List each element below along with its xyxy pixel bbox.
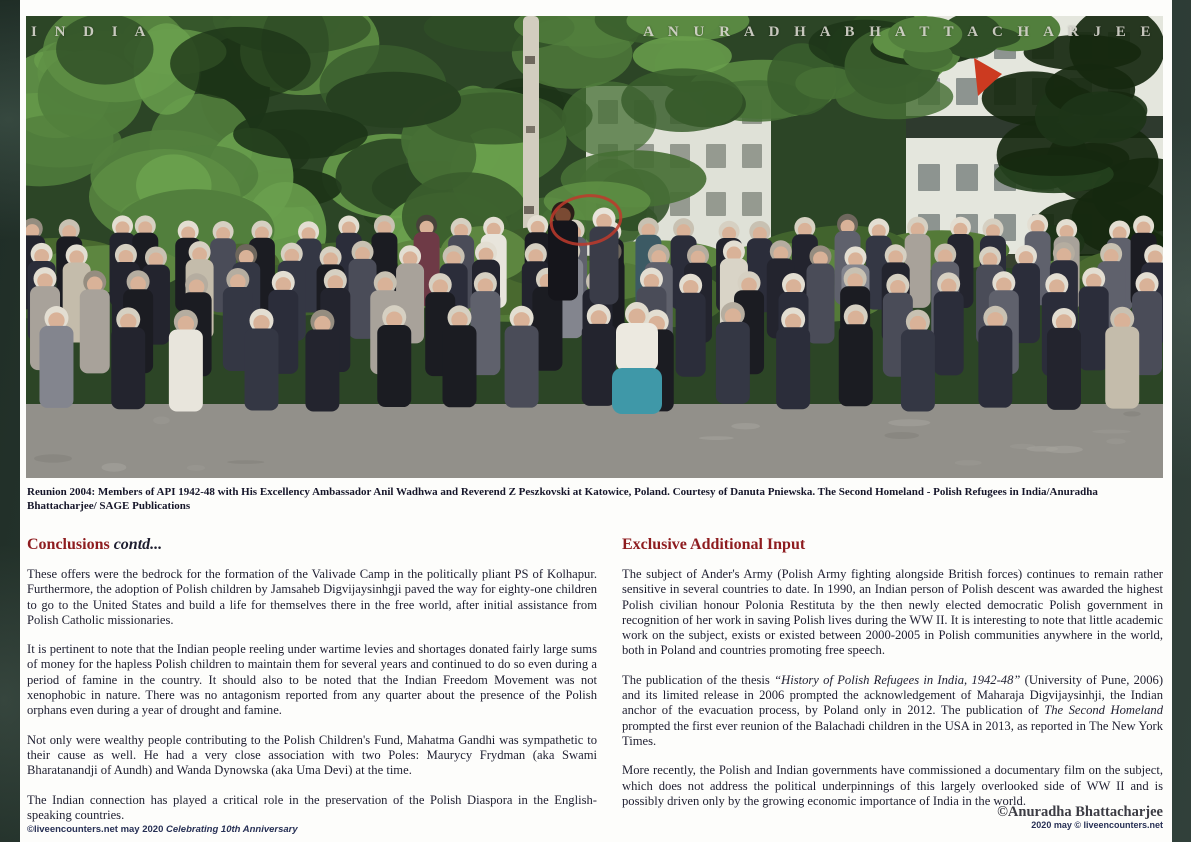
text: The subject of Ander's Army (Polish Army fighting alongside British forces) continues to remain rather sensitive in several countries to date. In 1990, an Indian person of Polish descent was awarded the highest Polish civilian honour Polonia Restituta by the then newly elected democratic Polish government in recognition of her work in saving Polish lives during the WW II. It is interesting to note that little academic work on the subject, exists or existed between 2000-2005 in Polish communities anywhere in the world, both in Poland and countries promoting free speech. xyxy=(622,567,1163,658)
text: prompted the first ever reunion of the Balachadi children in the USA in 2013, as reported in The New York Times. xyxy=(622,718,1163,748)
reunion-photo xyxy=(26,16,1163,478)
text: (University of Pune, 2006) and its limited release in 2006 prompted the acknowledgement of Maharaja Digvijaysinhji, the Indian anchor of the evacuation process, by Poland only in 2012. The publication of xyxy=(622,672,1164,718)
photo-art-svg xyxy=(26,16,1163,478)
footer-site-credit: 2020 may © liveencounters.net xyxy=(1031,820,1163,830)
photo-illustration xyxy=(26,16,1163,478)
conclusions-heading-text: Conclusions xyxy=(27,536,110,553)
text: More recently, the Polish and Indian governments have commissioned a documentary film on the subject, which does not address the political underpinnings of this largely overlooked side of WW II and is possibly driven only by the growing economic importance of India in the world. xyxy=(622,763,1163,808)
page-title-author: A N U R A D H A B H A T T A C H A R J E E xyxy=(643,24,1156,40)
italic-text: “History of Polish Refugees in India, 1942-48” xyxy=(774,672,1021,687)
conclusions-heading xyxy=(27,536,597,554)
footer-left-anniversary: Celebrating 10th Anniversary xyxy=(166,824,298,835)
text: Not only were wealthy people contributing to the Polish Children's Fund, Mahatma Gandhi was sympathetic to their cause as well. He had a very close association with two Poles: Maurycy Frydman (aka Swami Bharatanandji of Aundh) and Wanda Dynowska (aka Uma Devi) at the time. xyxy=(27,732,597,778)
paragraph xyxy=(622,763,1163,809)
paragraph xyxy=(27,567,597,628)
paragraph xyxy=(27,733,597,779)
footer-copyright-left xyxy=(27,824,298,835)
page-title-india: I N D I A xyxy=(31,24,153,40)
column-exclusive-input xyxy=(622,536,1163,823)
text: The publication of the thesis xyxy=(622,672,775,687)
magazine-page xyxy=(20,0,1172,842)
paragraph xyxy=(622,673,1163,749)
photo-caption: Reunion 2004: Members of API 1942-48 with His Excellency Ambassador Anil Wadhwa and Reverend Z Peszkovski at Katowice, Poland. Courtesy of Danuta Pniewska. The Second Homeland - Polish Refugees in India/Anuradha Bhattacharjee/ SAGE Publications xyxy=(27,486,1098,512)
footer-left-plain: ©liveencounters.net may 2020 xyxy=(27,824,167,835)
text: These offers were the bedrock for the formation of the Valivade Camp in the politically pliant PS of Kolhapur. Furthermore, the adoption of Polish children by Jamsaheb Digvijaysinhgji paved the way for eighty-one children to go to the United States and build a life for themselves there in the free world, after initial assistance from Polish Catholic missionaries. xyxy=(27,567,597,627)
exclusive-input-body xyxy=(622,567,1163,809)
footer-author-name: ©Anuradha Bhattacharjee xyxy=(997,804,1163,820)
text: The Indian connection has played a critical role in the preservation of the Polish Diaspora in the English-speaking countries. xyxy=(27,792,597,822)
conclusions-heading-suffix: contd... xyxy=(109,536,163,553)
conclusions-body xyxy=(27,567,597,823)
text: It is pertinent to note that the Indian people reeling under wartime levies and shortages donated fairly large sums of money for the hapless Polish children to maintain them for several years and continued to do so even during a period of famine in the country. It should also to be noted that the Indian Freedom Movement was not xenophobic in nature. There was no antagonism reported from any quarter about the presence of the Polish orphans even during a year of drought and famine. xyxy=(27,642,597,718)
italic-text: The Second Homeland xyxy=(1044,703,1163,718)
paragraph xyxy=(27,642,597,718)
paragraph xyxy=(27,793,597,824)
exclusive-input-heading-text: Exclusive Additional Input xyxy=(622,536,806,553)
paragraph xyxy=(622,567,1163,659)
column-conclusions xyxy=(27,536,597,837)
footer-copyright-right xyxy=(997,804,1163,831)
exclusive-input-heading xyxy=(622,536,1163,554)
